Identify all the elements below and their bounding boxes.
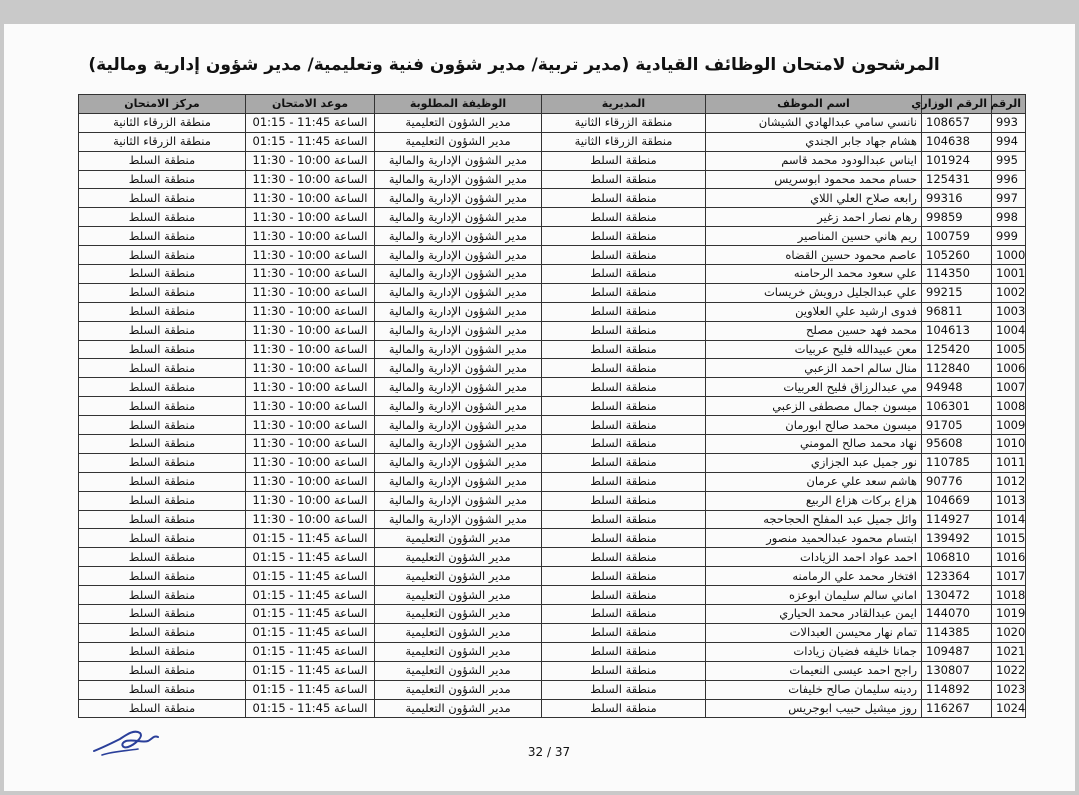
employee-name-cell: معن عبيدالله فليح عربيات bbox=[706, 340, 922, 359]
exam-time-cell: الساعة 10:00 - 11:30 bbox=[246, 227, 375, 246]
directorate-cell: منطقة السلط bbox=[542, 321, 706, 340]
exam-center-cell: منطقة السلط bbox=[79, 435, 246, 454]
exam-time-cell: الساعة 11:45 - 01:15 bbox=[246, 529, 375, 548]
exam-time-cell: الساعة 11:45 - 01:15 bbox=[246, 548, 375, 567]
employee-name-cell: ابتسام محمود عبدالحميد منصور bbox=[706, 529, 922, 548]
exam-center-cell: منطقة السلط bbox=[79, 246, 246, 265]
ministry-id-cell: 105260 bbox=[922, 246, 992, 265]
row-number-cell: 1021 bbox=[992, 642, 1026, 661]
required-job-cell: مدير الشؤون التعليمية bbox=[375, 661, 542, 680]
ministry-id-cell: 144070 bbox=[922, 605, 992, 624]
required-job-cell: مدير الشؤون الإدارية والمالية bbox=[375, 189, 542, 208]
employee-name-cell: ميسون جمال مصطفى الزعبي bbox=[706, 397, 922, 416]
table-row bbox=[79, 246, 1026, 265]
employee-name-cell: عاصم محمود حسين القضاه bbox=[706, 246, 922, 265]
table-row bbox=[79, 416, 1026, 435]
table-row bbox=[79, 623, 1026, 642]
table-row bbox=[79, 132, 1026, 151]
employee-name-cell: روز ميشيل حبيب ابوجريس bbox=[706, 699, 922, 718]
exam-time-cell: الساعة 11:45 - 01:15 bbox=[246, 605, 375, 624]
table-row bbox=[79, 567, 1026, 586]
directorate-cell: منطقة السلط bbox=[542, 397, 706, 416]
row-number-cell: 1008 bbox=[992, 397, 1026, 416]
exam-time-cell: الساعة 10:00 - 11:30 bbox=[246, 265, 375, 284]
employee-name-cell: نهاد محمد صالح المومني bbox=[706, 435, 922, 454]
table-row bbox=[79, 170, 1026, 189]
directorate-cell: منطقة السلط bbox=[542, 359, 706, 378]
exam-center-cell: منطقة السلط bbox=[79, 265, 246, 284]
employee-name-cell: هاشم سعد علي عرمان bbox=[706, 472, 922, 491]
row-number-cell: 996 bbox=[992, 170, 1026, 189]
ministry-id-cell: 95608 bbox=[922, 435, 992, 454]
directorate-cell: منطقة السلط bbox=[542, 661, 706, 680]
ministry-id-cell: 116267 bbox=[922, 699, 992, 718]
directorate-cell: منطقة السلط bbox=[542, 302, 706, 321]
page-number: 32 / 37 bbox=[527, 745, 571, 759]
handwritten-signature-icon bbox=[90, 721, 170, 761]
header-required-job: الوظيفة المطلوبة bbox=[375, 95, 542, 114]
required-job-cell: مدير الشؤون التعليمية bbox=[375, 642, 542, 661]
required-job-cell: مدير الشؤون الإدارية والمالية bbox=[375, 340, 542, 359]
exam-center-cell: منطقة السلط bbox=[79, 510, 246, 529]
required-job-cell: مدير الشؤون التعليمية bbox=[375, 548, 542, 567]
table-row bbox=[79, 642, 1026, 661]
required-job-cell: مدير الشؤون الإدارية والمالية bbox=[375, 321, 542, 340]
directorate-cell: منطقة السلط bbox=[542, 340, 706, 359]
employee-name-cell: فدوى ارشيد علي العلاوين bbox=[706, 302, 922, 321]
employee-name-cell: رهام نصار احمد زغير bbox=[706, 208, 922, 227]
exam-time-cell: الساعة 10:00 - 11:30 bbox=[246, 453, 375, 472]
exam-time-cell: الساعة 11:45 - 01:15 bbox=[246, 661, 375, 680]
document-page bbox=[4, 24, 1075, 791]
ministry-id-cell: 101924 bbox=[922, 151, 992, 170]
ministry-id-cell: 114892 bbox=[922, 680, 992, 699]
exam-center-cell: منطقة السلط bbox=[79, 642, 246, 661]
required-job-cell: مدير الشؤون التعليمية bbox=[375, 567, 542, 586]
directorate-cell: منطقة السلط bbox=[542, 548, 706, 567]
required-job-cell: مدير الشؤون التعليمية bbox=[375, 699, 542, 718]
row-number-cell: 1009 bbox=[992, 416, 1026, 435]
employee-name-cell: محمد فهد حسين مصلح bbox=[706, 321, 922, 340]
row-number-cell: 1002 bbox=[992, 283, 1026, 302]
required-job-cell: مدير الشؤون الإدارية والمالية bbox=[375, 302, 542, 321]
employee-name-cell: وائل جميل عبد المفلح الحجاحجه bbox=[706, 510, 922, 529]
exam-center-cell: منطقة السلط bbox=[79, 529, 246, 548]
exam-time-cell: الساعة 10:00 - 11:30 bbox=[246, 208, 375, 227]
row-number-cell: 1022 bbox=[992, 661, 1026, 680]
required-job-cell: مدير الشؤون الإدارية والمالية bbox=[375, 359, 542, 378]
ministry-id-cell: 104638 bbox=[922, 132, 992, 151]
exam-center-cell: منطقة السلط bbox=[79, 378, 246, 397]
directorate-cell: منطقة السلط bbox=[542, 586, 706, 605]
directorate-cell: منطقة السلط bbox=[542, 567, 706, 586]
row-number-cell: 1015 bbox=[992, 529, 1026, 548]
exam-time-cell: الساعة 10:00 - 11:30 bbox=[246, 378, 375, 397]
employee-name-cell: احمد عواد احمد الزيادات bbox=[706, 548, 922, 567]
table-row bbox=[79, 283, 1026, 302]
exam-center-cell: منطقة السلط bbox=[79, 208, 246, 227]
exam-center-cell: منطقة السلط bbox=[79, 623, 246, 642]
ministry-id-cell: 94948 bbox=[922, 378, 992, 397]
ministry-id-cell: 104613 bbox=[922, 321, 992, 340]
directorate-cell: منطقة السلط bbox=[542, 680, 706, 699]
exam-center-cell: منطقة السلط bbox=[79, 359, 246, 378]
required-job-cell: مدير الشؤون الإدارية والمالية bbox=[375, 453, 542, 472]
directorate-cell: منطقة السلط bbox=[542, 472, 706, 491]
exam-center-cell: منطقة السلط bbox=[79, 416, 246, 435]
table-row bbox=[79, 321, 1026, 340]
ministry-id-cell: 130807 bbox=[922, 661, 992, 680]
ministry-id-cell: 106810 bbox=[922, 548, 992, 567]
exam-time-cell: الساعة 10:00 - 11:30 bbox=[246, 246, 375, 265]
ministry-id-cell: 96811 bbox=[922, 302, 992, 321]
employee-name-cell: جمانا خليفه فضيان زيادات bbox=[706, 642, 922, 661]
table-row bbox=[79, 680, 1026, 699]
employee-name-cell: ايمن عبدالقادر محمد الحياري bbox=[706, 605, 922, 624]
employee-name-cell: تمام نهار محيسن العبدالات bbox=[706, 623, 922, 642]
row-number-cell: 1011 bbox=[992, 453, 1026, 472]
required-job-cell: مدير الشؤون الإدارية والمالية bbox=[375, 227, 542, 246]
exam-time-cell: الساعة 10:00 - 11:30 bbox=[246, 302, 375, 321]
ministry-id-cell: 91705 bbox=[922, 416, 992, 435]
directorate-cell: منطقة السلط bbox=[542, 265, 706, 284]
table-row bbox=[79, 265, 1026, 284]
table-row bbox=[79, 189, 1026, 208]
row-number-cell: 1014 bbox=[992, 510, 1026, 529]
exam-time-cell: الساعة 11:45 - 01:15 bbox=[246, 113, 375, 132]
exam-center-cell: منطقة السلط bbox=[79, 548, 246, 567]
exam-center-cell: منطقة السلط bbox=[79, 491, 246, 510]
exam-time-cell: الساعة 10:00 - 11:30 bbox=[246, 510, 375, 529]
exam-center-cell: منطقة السلط bbox=[79, 151, 246, 170]
row-number-cell: 997 bbox=[992, 189, 1026, 208]
required-job-cell: مدير الشؤون التعليمية bbox=[375, 586, 542, 605]
row-number-cell: 993 bbox=[992, 113, 1026, 132]
exam-center-cell: منطقة السلط bbox=[79, 170, 246, 189]
exam-time-cell: الساعة 10:00 - 11:30 bbox=[246, 397, 375, 416]
directorate-cell: منطقة السلط bbox=[542, 510, 706, 529]
required-job-cell: مدير الشؤون الإدارية والمالية bbox=[375, 170, 542, 189]
directorate-cell: منطقة السلط bbox=[542, 208, 706, 227]
directorate-cell: منطقة السلط bbox=[542, 283, 706, 302]
required-job-cell: مدير الشؤون الإدارية والمالية bbox=[375, 472, 542, 491]
table-row bbox=[79, 605, 1026, 624]
ministry-id-cell: 114385 bbox=[922, 623, 992, 642]
table-row bbox=[79, 529, 1026, 548]
header-exam-center: مركز الامتحان bbox=[79, 95, 246, 114]
ministry-id-cell: 109487 bbox=[922, 642, 992, 661]
required-job-cell: مدير الشؤون الإدارية والمالية bbox=[375, 491, 542, 510]
exam-time-cell: الساعة 10:00 - 11:30 bbox=[246, 151, 375, 170]
directorate-cell: منطقة السلط bbox=[542, 491, 706, 510]
exam-center-cell: منطقة السلط bbox=[79, 283, 246, 302]
exam-time-cell: الساعة 10:00 - 11:30 bbox=[246, 416, 375, 435]
row-number-cell: 1019 bbox=[992, 605, 1026, 624]
directorate-cell: منطقة السلط bbox=[542, 227, 706, 246]
table-row bbox=[79, 491, 1026, 510]
employee-name-cell: هشام جهاد جابر الجندي bbox=[706, 132, 922, 151]
row-number-cell: 1023 bbox=[992, 680, 1026, 699]
row-number-cell: 1003 bbox=[992, 302, 1026, 321]
employee-name-cell: منال سالم احمد الزعبي bbox=[706, 359, 922, 378]
table-row bbox=[79, 208, 1026, 227]
table-row bbox=[79, 227, 1026, 246]
exam-center-cell: منطقة السلط bbox=[79, 472, 246, 491]
directorate-cell: منطقة الزرقاء الثانية bbox=[542, 113, 706, 132]
header-directorate: المديرية bbox=[542, 95, 706, 114]
ministry-id-cell: 139492 bbox=[922, 529, 992, 548]
row-number-cell: 1012 bbox=[992, 472, 1026, 491]
row-number-cell: 1020 bbox=[992, 623, 1026, 642]
row-number-cell: 1024 bbox=[992, 699, 1026, 718]
table-row bbox=[79, 340, 1026, 359]
table-row bbox=[79, 435, 1026, 454]
employee-name-cell: ايناس عبدالودود محمد قاسم bbox=[706, 151, 922, 170]
header-exam-time: موعد الامتحان bbox=[246, 95, 375, 114]
table-row bbox=[79, 586, 1026, 605]
exam-center-cell: منطقة السلط bbox=[79, 605, 246, 624]
required-job-cell: مدير الشؤون الإدارية والمالية bbox=[375, 151, 542, 170]
exam-time-cell: الساعة 10:00 - 11:30 bbox=[246, 321, 375, 340]
table-row bbox=[79, 302, 1026, 321]
table-row bbox=[79, 699, 1026, 718]
employee-name-cell: علي عبدالجليل درويش خريسات bbox=[706, 283, 922, 302]
required-job-cell: مدير الشؤون التعليمية bbox=[375, 623, 542, 642]
ministry-id-cell: 90776 bbox=[922, 472, 992, 491]
ministry-id-cell: 130472 bbox=[922, 586, 992, 605]
exam-time-cell: الساعة 10:00 - 11:30 bbox=[246, 472, 375, 491]
directorate-cell: منطقة السلط bbox=[542, 699, 706, 718]
ministry-id-cell: 125431 bbox=[922, 170, 992, 189]
required-job-cell: مدير الشؤون التعليمية bbox=[375, 529, 542, 548]
directorate-cell: منطقة السلط bbox=[542, 605, 706, 624]
directorate-cell: منطقة السلط bbox=[542, 623, 706, 642]
ministry-id-cell: 125420 bbox=[922, 340, 992, 359]
ministry-id-cell: 99316 bbox=[922, 189, 992, 208]
employee-name-cell: ريم هاني حسين المناصير bbox=[706, 227, 922, 246]
ministry-id-cell: 108657 bbox=[922, 113, 992, 132]
exam-time-cell: الساعة 10:00 - 11:30 bbox=[246, 435, 375, 454]
employee-name-cell: مي عبدالرزاق فليح العربيات bbox=[706, 378, 922, 397]
row-number-cell: 1005 bbox=[992, 340, 1026, 359]
ministry-id-cell: 123364 bbox=[922, 567, 992, 586]
exam-time-cell: الساعة 11:45 - 01:15 bbox=[246, 132, 375, 151]
ministry-id-cell: 114927 bbox=[922, 510, 992, 529]
directorate-cell: منطقة السلط bbox=[542, 642, 706, 661]
employee-name-cell: هزاع بركات هزاع الربيع bbox=[706, 491, 922, 510]
ministry-id-cell: 99859 bbox=[922, 208, 992, 227]
exam-time-cell: الساعة 11:45 - 01:15 bbox=[246, 586, 375, 605]
table-row bbox=[79, 151, 1026, 170]
exam-center-cell: منطقة السلط bbox=[79, 680, 246, 699]
employee-name-cell: راجح احمد عيسى النعيمات bbox=[706, 661, 922, 680]
exam-center-cell: منطقة السلط bbox=[79, 397, 246, 416]
row-number-cell: 1018 bbox=[992, 586, 1026, 605]
directorate-cell: منطقة السلط bbox=[542, 378, 706, 397]
exam-center-cell: منطقة السلط bbox=[79, 453, 246, 472]
required-job-cell: مدير الشؤون الإدارية والمالية bbox=[375, 435, 542, 454]
required-job-cell: مدير الشؤون التعليمية bbox=[375, 132, 542, 151]
exam-time-cell: الساعة 10:00 - 11:30 bbox=[246, 170, 375, 189]
required-job-cell: مدير الشؤون التعليمية bbox=[375, 680, 542, 699]
ministry-id-cell: 112840 bbox=[922, 359, 992, 378]
table-row bbox=[79, 359, 1026, 378]
table-row bbox=[79, 397, 1026, 416]
table-row bbox=[79, 548, 1026, 567]
row-number-cell: 1006 bbox=[992, 359, 1026, 378]
exam-time-cell: الساعة 11:45 - 01:15 bbox=[246, 642, 375, 661]
ministry-id-cell: 100759 bbox=[922, 227, 992, 246]
exam-time-cell: الساعة 10:00 - 11:30 bbox=[246, 491, 375, 510]
table-row bbox=[79, 378, 1026, 397]
row-number-cell: 1013 bbox=[992, 491, 1026, 510]
required-job-cell: مدير الشؤون الإدارية والمالية bbox=[375, 265, 542, 284]
page-title: المرشحون لامتحان الوظائف القيادية (مدير تربية/ مدير شؤون فنية وتعليمية/ مدير شؤون إدارية ومالية) bbox=[88, 55, 940, 75]
exam-time-cell: الساعة 10:00 - 11:30 bbox=[246, 359, 375, 378]
exam-time-cell: الساعة 11:45 - 01:15 bbox=[246, 567, 375, 586]
ministry-id-cell: 106301 bbox=[922, 397, 992, 416]
exam-center-cell: منطقة الزرقاء الثانية bbox=[79, 132, 246, 151]
ministry-id-cell: 114350 bbox=[922, 265, 992, 284]
employee-name-cell: ميسون محمد صالح ابورمان bbox=[706, 416, 922, 435]
employee-name-cell: علي سعود محمد الرحامنه bbox=[706, 265, 922, 284]
table-row bbox=[79, 472, 1026, 491]
employee-name-cell: اماني سالم سليمان ابوعزه bbox=[706, 586, 922, 605]
exam-center-cell: منطقة السلط bbox=[79, 189, 246, 208]
table-row bbox=[79, 453, 1026, 472]
exam-center-cell: منطقة السلط bbox=[79, 321, 246, 340]
directorate-cell: منطقة السلط bbox=[542, 416, 706, 435]
required-job-cell: مدير الشؤون الإدارية والمالية bbox=[375, 416, 542, 435]
header-no: الرقم bbox=[992, 95, 1026, 114]
row-number-cell: 995 bbox=[992, 151, 1026, 170]
table-row bbox=[79, 661, 1026, 680]
employee-name-cell: افتخار محمد علي الرمامنه bbox=[706, 567, 922, 586]
exam-center-cell: منطقة السلط bbox=[79, 302, 246, 321]
directorate-cell: منطقة السلط bbox=[542, 189, 706, 208]
exam-time-cell: الساعة 10:00 - 11:30 bbox=[246, 283, 375, 302]
employee-name-cell: ردينه سليمان صالح خليفات bbox=[706, 680, 922, 699]
directorate-cell: منطقة السلط bbox=[542, 529, 706, 548]
employee-name-cell: نور جميل عبد الجزازي bbox=[706, 453, 922, 472]
directorate-cell: منطقة السلط bbox=[542, 435, 706, 454]
employee-name-cell: حسام محمد محمود ابوسريس bbox=[706, 170, 922, 189]
employee-name-cell: نانسي سامي عبدالهادي الشيشان bbox=[706, 113, 922, 132]
directorate-cell: منطقة السلط bbox=[542, 453, 706, 472]
required-job-cell: مدير الشؤون الإدارية والمالية bbox=[375, 208, 542, 227]
table-row bbox=[79, 113, 1026, 132]
required-job-cell: مدير الشؤون الإدارية والمالية bbox=[375, 397, 542, 416]
exam-time-cell: الساعة 11:45 - 01:15 bbox=[246, 623, 375, 642]
ministry-id-cell: 99215 bbox=[922, 283, 992, 302]
row-number-cell: 1007 bbox=[992, 378, 1026, 397]
required-job-cell: مدير الشؤون التعليمية bbox=[375, 113, 542, 132]
exam-center-cell: منطقة السلط bbox=[79, 586, 246, 605]
exam-center-cell: منطقة السلط bbox=[79, 227, 246, 246]
exam-center-cell: منطقة الزرقاء الثانية bbox=[79, 113, 246, 132]
row-number-cell: 994 bbox=[992, 132, 1026, 151]
exam-center-cell: منطقة السلط bbox=[79, 661, 246, 680]
directorate-cell: منطقة السلط bbox=[542, 246, 706, 265]
row-number-cell: 998 bbox=[992, 208, 1026, 227]
exam-time-cell: الساعة 11:45 - 01:15 bbox=[246, 699, 375, 718]
required-job-cell: مدير الشؤون الإدارية والمالية bbox=[375, 510, 542, 529]
exam-time-cell: الساعة 10:00 - 11:30 bbox=[246, 340, 375, 359]
ministry-id-cell: 110785 bbox=[922, 453, 992, 472]
directorate-cell: منطقة السلط bbox=[542, 170, 706, 189]
header-employee-name: اسم الموظف bbox=[706, 95, 922, 114]
required-job-cell: مدير الشؤون الإدارية والمالية bbox=[375, 378, 542, 397]
row-number-cell: 1017 bbox=[992, 567, 1026, 586]
required-job-cell: مدير الشؤون الإدارية والمالية bbox=[375, 283, 542, 302]
required-job-cell: مدير الشؤون الإدارية والمالية bbox=[375, 246, 542, 265]
directorate-cell: منطقة الزرقاء الثانية bbox=[542, 132, 706, 151]
exam-time-cell: الساعة 11:45 - 01:15 bbox=[246, 680, 375, 699]
row-number-cell: 1010 bbox=[992, 435, 1026, 454]
directorate-cell: منطقة السلط bbox=[542, 151, 706, 170]
exam-center-cell: منطقة السلط bbox=[79, 699, 246, 718]
table-header-row bbox=[79, 95, 1026, 114]
exam-time-cell: الساعة 10:00 - 11:30 bbox=[246, 189, 375, 208]
row-number-cell: 1016 bbox=[992, 548, 1026, 567]
candidates-table bbox=[78, 94, 1026, 718]
employee-name-cell: رابعه صلاح العلي اللاي bbox=[706, 189, 922, 208]
required-job-cell: مدير الشؤون التعليمية bbox=[375, 605, 542, 624]
row-number-cell: 999 bbox=[992, 227, 1026, 246]
row-number-cell: 1004 bbox=[992, 321, 1026, 340]
ministry-id-cell: 104669 bbox=[922, 491, 992, 510]
row-number-cell: 1001 bbox=[992, 265, 1026, 284]
exam-center-cell: منطقة السلط bbox=[79, 567, 246, 586]
exam-center-cell: منطقة السلط bbox=[79, 340, 246, 359]
row-number-cell: 1000 bbox=[992, 246, 1026, 265]
header-ministry-id: الرقم الوزاري bbox=[922, 95, 992, 114]
table-row bbox=[79, 510, 1026, 529]
